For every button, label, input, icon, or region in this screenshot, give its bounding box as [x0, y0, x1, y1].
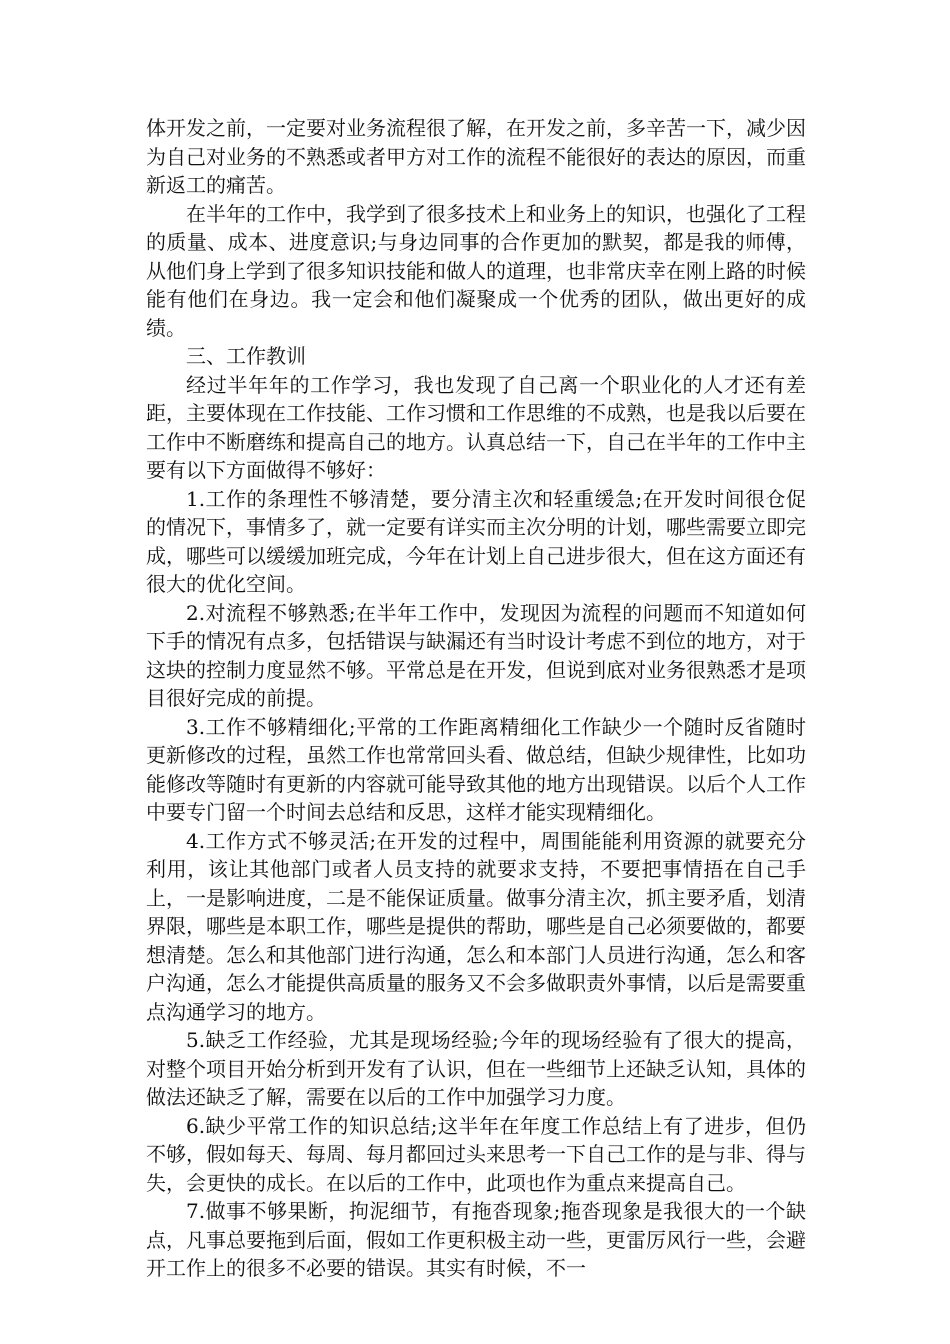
list-item-paragraph: 3.工作不够精细化;平常的工作距离精细化工作缺少一个随时反省随时更新修改的过程，虽然工作也常常回头看、做总结，但缺少规律性，比如功能修改等随时有更新的内容就可能导致其他的地方出现错误。以后个人工作中要专门留一个时间去总结和反思，这样才能实现精细化。 — [146, 714, 806, 824]
list-item-paragraph: 2.对流程不够熟悉;在半年工作中，发现因为流程的问题而不知道如何下手的情况有点多，包括错误与缺漏还有当时设计考虑不到位的地方，对于这块的控制力度显然不够。平常总是在开发，但说到底对业务很熟悉才是项目很好完成的前提。 — [146, 600, 806, 710]
list-item-paragraph: 6.缺少平常工作的知识总结;这半年在年度工作总结上有了进步，但仍不够，假如每天、每周、每月都回过头来思考一下自己工作的是与非、得与失，会更快的成长。在以后的工作中，此项也作为重点来提高自己。 — [146, 1113, 806, 1195]
document-page — [146, 114, 806, 1283]
list-item-paragraph: 4.工作方式不够灵活;在开发的过程中，周围能能利用资源的就要充分利用，该让其他部门或者人员支持的就要求支持，不要把事情捂在自己手上，一是影响进度，二是不能保证质量。做事分清主次，抓主要矛盾，划清界限，哪些是本职工作，哪些是提供的帮助，哪些是自己必须要做的，都要想清楚。怎么和其他部门进行沟通，怎么和本部门人员进行沟通，怎么和客户沟通，怎么才能提供高质量的服务又不会多做职责外事情，以后是需要重点沟通学习的地方。 — [146, 828, 806, 1024]
list-item-paragraph: 7.做事不够果断，拘泥细节，有拖沓现象;拖沓现象是我很大的一个缺点，凡事总要拖到后面，假如工作更积极主动一些，更雷厉风行一些，会避开工作上的很多不必要的错误。其实有时候，不一 — [146, 1199, 806, 1280]
paragraph: 体开发之前，一定要对业务流程很了解，在开发之前，多辛苦一下，减少因为自己对业务的不熟悉或者甲方对工作的流程不能很好的表达的原因，而重新返工的痛苦。 — [146, 116, 806, 197]
paragraph: 经过半年年的工作学习，我也发现了自己离一个职业化的人才还有差距，主要体现在工作技能、工作习惯和工作思维的不成熟，也是我以后要在工作中不断磨练和提高自己的地方。认真总结一下，自己在半年的工作中主要有以下方面做得不够好： — [146, 372, 806, 482]
list-item-paragraph: 5.缺乏工作经验，尤其是现场经验;今年的现场经验有了很大的提高，对整个项目开始分析到开发有了认识，但在一些细节上还缺乏认知，具体的做法还缺乏了解，需要在以后的工作中加强学习力度。 — [146, 1028, 806, 1109]
section-heading: 三、工作教训 — [186, 344, 306, 368]
list-item-paragraph: 1.工作的条理性不够清楚，要分清主次和轻重缓急;在开发时间很仓促的情况下，事情多了，就一定要有详实而主次分明的计划，哪些需要立即完成，哪些可以缓缓加班完成，今年在计划上自己进步很大，但在这方面还有很大的优化空间。 — [146, 486, 806, 596]
paragraph: 在半年的工作中，我学到了很多技术上和业务上的知识，也强化了工程的质量、成本、进度意识;与身边同事的合作更加的默契，都是我的师傅，从他们身上学到了很多知识技能和做人的道理，也非常庆幸在刚上路的时候能有他们在身边。我一定会和他们凝聚成一个优秀的团队，做出更好的成绩。 — [146, 201, 806, 340]
